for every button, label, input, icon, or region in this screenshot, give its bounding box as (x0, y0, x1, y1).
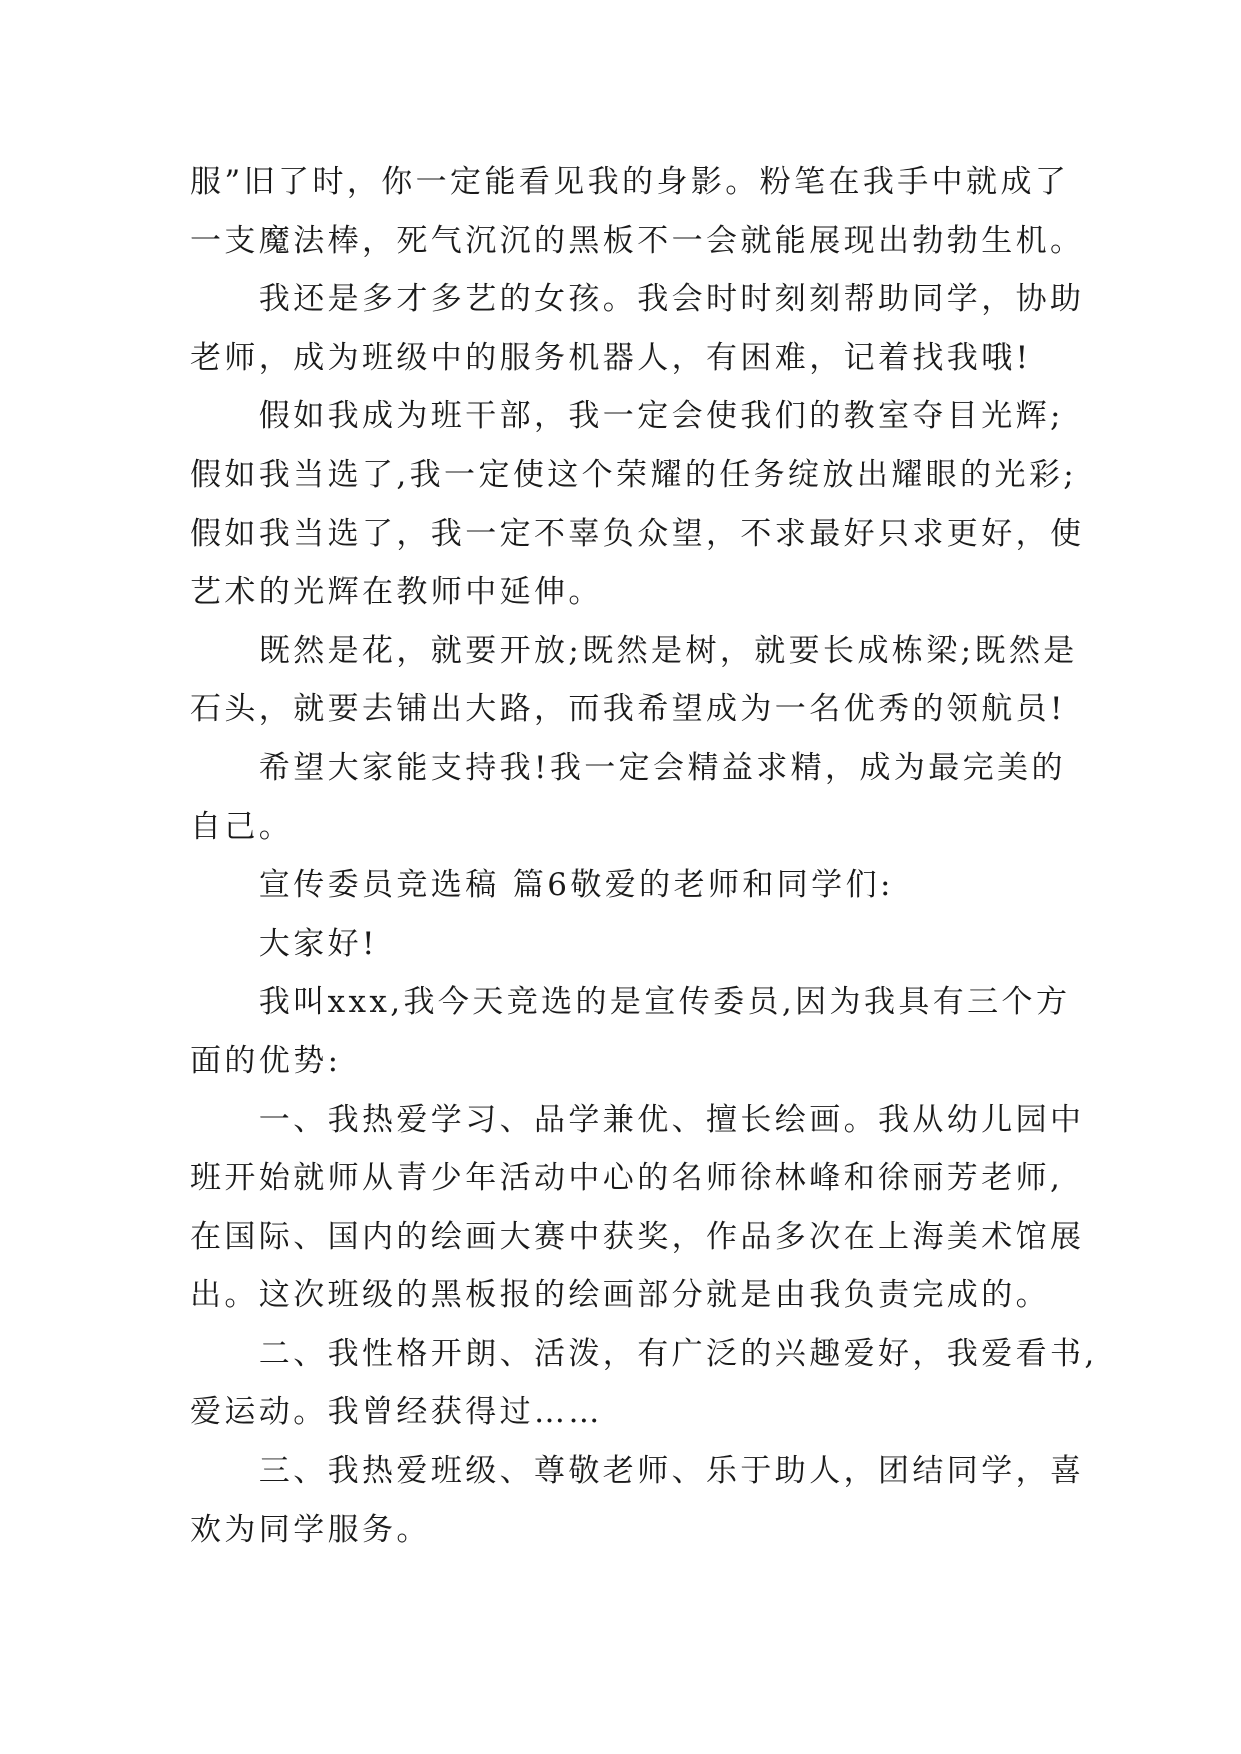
text-line: 既然是花，就要开放;既然是树，就要长成栋梁;既然是 (190, 632, 1078, 669)
text-line: 出。这次班级的黑板报的绘画部分就是由我负责完成的。 (190, 1277, 1050, 1314)
text-line: 在国际、国内的绘画大赛中获奖，作品多次在上海美术馆展 (190, 1218, 1085, 1255)
document-body (190, 153, 1098, 1559)
greeting-line: 大家好! (190, 925, 378, 962)
text-line: 一支魔法棒，死气沉沉的黑板不一会就能展现出勃勃生机。 (190, 222, 1085, 259)
text-line: 假如我成为班干部，我一定会使我们的教室夺目光辉; (190, 398, 1064, 435)
text-line: 班开始就师从青少年活动中心的名师徐林峰和徐丽芳老师, (190, 1160, 1064, 1197)
text-line: 我叫xxx,我今天竞选的是宣传委员,因为我具有三个方 (190, 984, 1071, 1021)
text-line: 老师，成为班级中的服务机器人，有困难，记着找我哦! (190, 339, 1032, 376)
text-line: 自己。 (190, 808, 294, 845)
text-line: 服”旧了时，你一定能看见我的身影。粉笔在我手中就成了 (190, 164, 1070, 200)
text-line: 三、我热爱班级、尊敬老师、乐于助人，团结同学，喜 (190, 1453, 1085, 1490)
text-line: 面的优势: (190, 1042, 342, 1079)
text-line: 我还是多才多艺的女孩。我会时时刻刻帮助同学，协助 (190, 281, 1085, 318)
text-line: 一、我热爱学习、品学兼优、擅长绘画。我从幼儿园中 (190, 1101, 1085, 1138)
text-line: 假如我当选了,我一定使这个荣耀的任务绽放出耀眼的光彩; (190, 456, 1078, 493)
text-line: 欢为同学服务。 (190, 1511, 431, 1548)
text-line: 艺术的光辉在教师中延伸。 (190, 574, 603, 611)
text-line: 假如我当选了，我一定不辜负众望，不求最好只求更好，使 (190, 515, 1085, 552)
text-line: 石头，就要去铺出大路，而我希望成为一名优秀的领航员! (190, 691, 1066, 728)
text-line: 二、我性格开朗、活泼，有广泛的兴趣爱好，我爱看书, (190, 1335, 1098, 1372)
section-heading: 宣传委员竞选稿 篇6敬爱的老师和同学们: (190, 867, 894, 904)
text-line: 希望大家能支持我!我一定会精益求精，成为最完美的 (190, 749, 1066, 786)
text-line: 爱运动。我曾经获得过…… (190, 1394, 603, 1431)
